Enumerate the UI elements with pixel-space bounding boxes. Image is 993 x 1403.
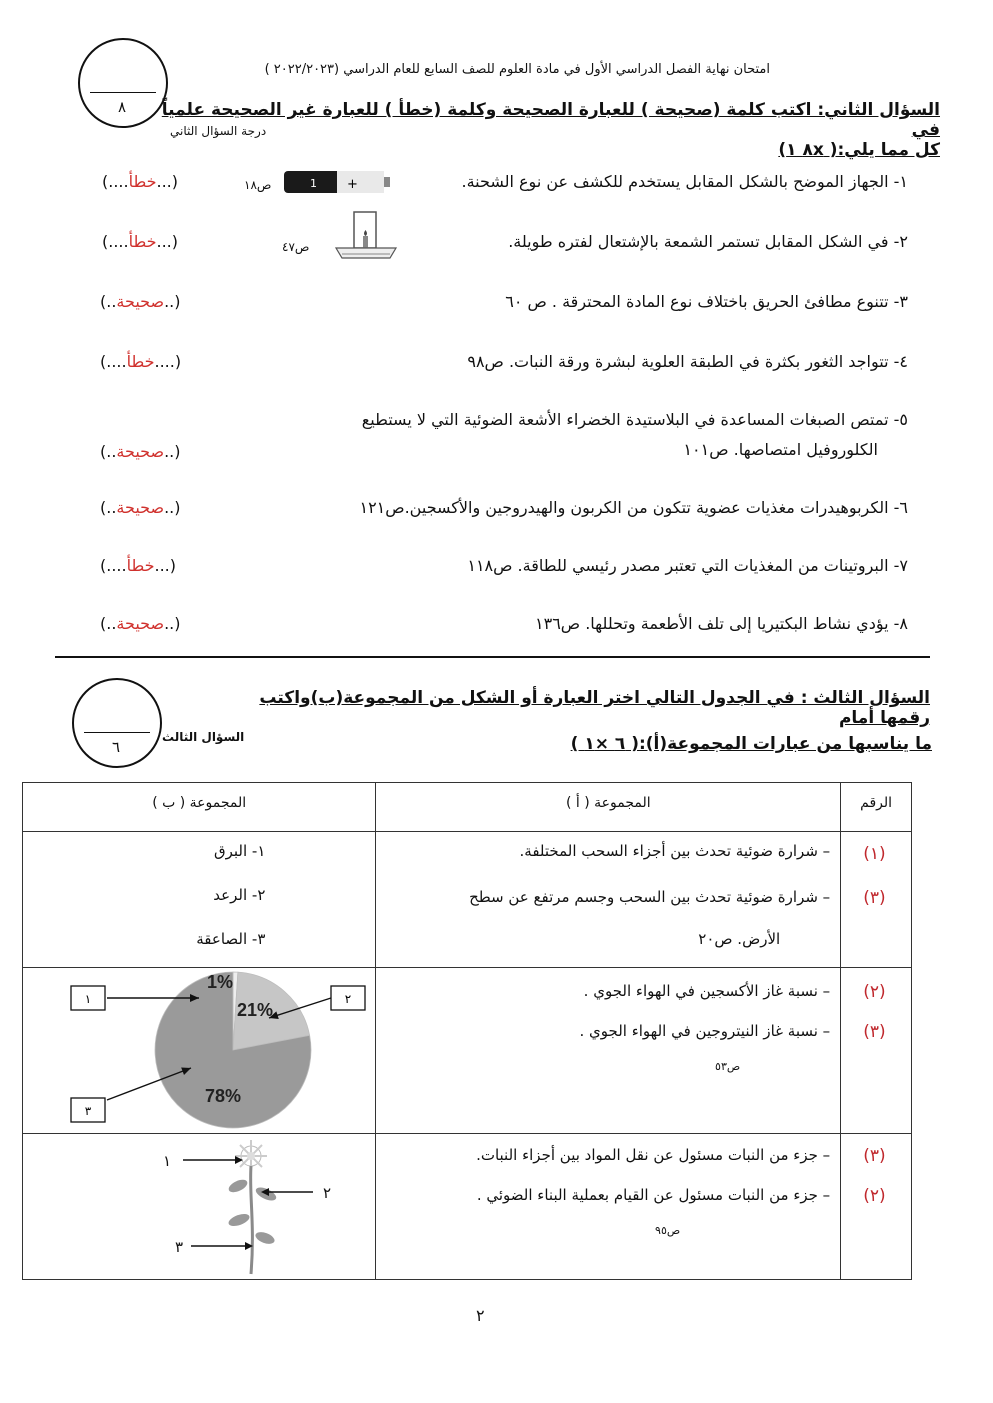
q2-item-2-ref: ص٤٧ <box>282 240 310 254</box>
answer: (١) <box>863 844 886 864</box>
pie-callout-label-1: ١ <box>84 992 92 1006</box>
q2-item-4-text: ٤- تتواجد الثغور بكثرة في الطبقة العلوية لبشرة ورقة النبات. ص٩٨ <box>467 352 908 371</box>
section-separator <box>55 656 930 658</box>
row3-group-a: – جزء من النبات مسئول عن نقل المواد بين أجزاء النبات. – جزء من النبات مسئول عن القيام بعملية البناء الضوئي . ص٩٥ <box>376 1134 841 1280</box>
q3-score-label: السؤال الثالث <box>162 730 245 744</box>
table-row <box>23 968 912 1134</box>
plant-diagram <box>23 1134 377 1280</box>
q2-item-2-text: ٢- في الشكل المقابل تستمر الشمعة بالإشتعال لفتره طويلة. <box>508 232 908 251</box>
q3-title-line2: ما يناسبها من عبارات المجموعة(أ):( ٦ ×١ ) <box>570 734 932 754</box>
q2-item-3-answer: (..صحيحة..) <box>100 292 181 311</box>
header-number: الرقم <box>841 783 912 832</box>
table-header-row <box>23 783 912 832</box>
q2-item-4-answer: (....خطأ....) <box>100 352 182 371</box>
q2-item-6-answer: (..صحيحة..) <box>100 498 181 517</box>
table-row <box>23 832 912 968</box>
q2-item-5-text-cont: الكلوروفيل امتصاصها. ص١٠١ <box>683 440 878 459</box>
q2-score-label: درجة السؤال الثاني <box>170 124 267 138</box>
row2-group-a: – نسبة غاز الأكسجين في الهواء الجوي . – نسبة غاز النيتروجين في الهواء الجوي . ص٥٣ <box>376 968 841 1134</box>
row2-group-b <box>23 968 376 1134</box>
q2-score: ٨ <box>118 98 127 116</box>
q2-item-1-text: ١- الجهاز الموضح بالشكل المقابل يستخدم للكشف عن نوع الشحنة. <box>461 172 908 191</box>
pie-label-78: 78% <box>205 1086 242 1106</box>
q2-item-6-text: ٦- الكربوهيدرات مغذيات عضوية تتكون من الكربون والهيدروجين والأكسجين.ص١٢١ <box>359 498 908 517</box>
matching-table <box>22 782 912 1280</box>
air-composition-pie <box>23 968 377 1134</box>
b-item-thunder: ٢- الرعد <box>213 886 266 904</box>
plant-label-2: ٢ <box>323 1184 332 1202</box>
plant-label-3: ٣ <box>175 1238 184 1256</box>
q2-item-8-answer: (..صحيحة..) <box>100 614 181 633</box>
svg-text:+: + <box>347 177 358 192</box>
row1-group-a: – شرارة ضوئية تحدث بين أجزاء السحب المختلفة. – شرارة ضوئية تحدث بين السحب وجسم مرتفع عن سطح الأرض. ص٢٠ <box>376 832 841 968</box>
q2-item-5-answer: (..صحيحة..) <box>100 442 181 461</box>
pie-label-21: 21% <box>237 1000 274 1020</box>
q2-score-circle <box>78 38 168 128</box>
row3-group-b <box>23 1134 376 1280</box>
table-row <box>23 1134 912 1280</box>
answer: (٣) <box>863 888 886 908</box>
q3-score-circle <box>72 678 162 768</box>
q2-item-1-ref: ص١٨ <box>244 178 272 192</box>
pie-callout-label-2: ٢ <box>344 992 352 1006</box>
q2-item-5-text: ٥- تمتص الصبغات المساعدة في البلاستيدة الخضراء الأشعة الضوئية التي لا يستطيع <box>361 410 908 429</box>
b-item-lightning: ١- البرق <box>213 842 266 860</box>
plant-label-1: ١ <box>163 1152 172 1170</box>
battery-illustration <box>282 168 392 200</box>
row2-answers <box>841 968 912 1134</box>
exam-header: امتحان نهاية الفصل الدراسي الأول في مادة العلوم للصف السابع للعام الدراسي (٢٠٢٢/٢٠٢٣ ) <box>264 62 770 77</box>
q2-item-3-text: ٣- تتنوع مطافئ الحريق باختلاف نوع المادة المحترقة . ص ٦٠ <box>505 292 908 311</box>
answer: (٢) <box>863 1186 886 1206</box>
q3-title-line1: السؤال الثالث : في الجدول التالي اختر العبارة أو الشكل من المجموعة(ب)واكتب رقمها أمام <box>259 688 930 728</box>
pie-callout-label-3: ٣ <box>84 1104 92 1118</box>
pie-label-1: 1% <box>207 972 234 992</box>
q2-title-line1: السؤال الثاني: اكتب كلمة (صحيحة ) للعبارة الصحيحة وكلمة (خطأ ) للعبارة غير الصحيحة علمياً في <box>161 100 940 140</box>
q2-item-8-text: ٨- يؤدي نشاط البكتيريا إلى تلف الأطعمة وتحللها. ص١٣٦ <box>535 614 908 633</box>
q2-item-7-answer: (....خطأ...) <box>100 556 176 575</box>
answer: (٣) <box>863 1146 886 1166</box>
svg-text:1: 1 <box>310 177 317 190</box>
row1-answers <box>841 832 912 968</box>
q2-item-2-answer: (....خطأ...) <box>102 232 178 251</box>
q3-score: ٦ <box>112 738 121 756</box>
candle-jar-illustration <box>330 208 402 270</box>
row1-group-b <box>23 832 376 968</box>
answer: (٣) <box>863 1022 886 1042</box>
q2-title-line2: كل مما يلي:( ٨x ١) <box>778 140 940 160</box>
answer: (٢) <box>863 982 886 1002</box>
page-number: ٢ <box>476 1306 485 1325</box>
header-group-b: المجموعة ( ب ) <box>23 783 376 832</box>
header-group-a: المجموعة ( أ ) <box>376 783 841 832</box>
row3-answers <box>841 1134 912 1280</box>
b-item-thunderbolt: ٣- الصاعقة <box>196 930 266 948</box>
q2-item-7-text: ٧- البروتينات من المغذيات التي تعتبر مصدر رئيسي للطاقة. ص١١٨ <box>467 556 908 575</box>
q2-item-1-answer: (....خطأ...) <box>102 172 178 191</box>
